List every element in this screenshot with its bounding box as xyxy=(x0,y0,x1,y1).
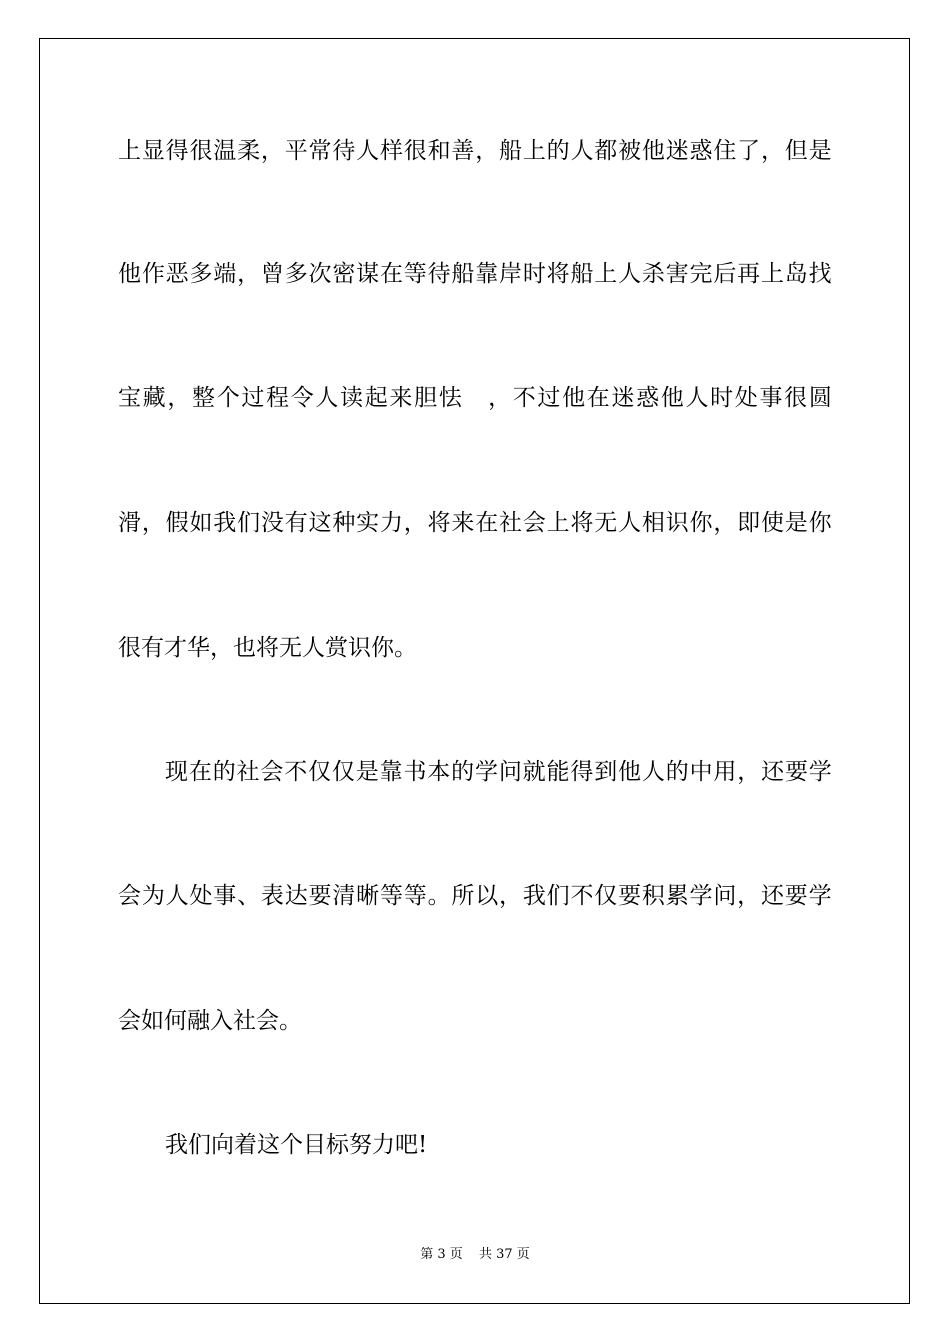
text-line-1: 上 显 得 很 温 柔 ， 平 常 待 人 样 很 和 善 ， 船 上 的 人 都 被 他 迷 惑 住 了 ， 但 是 xyxy=(118,138,832,164)
page-border xyxy=(39,38,910,1304)
text-line-7: 会 为 人 处 事 、 表 达 要 清 晰 等 等 。 所 以 ， 我 们 不 仅 要 积 累 学 问 ， 还 要 学 xyxy=(118,883,832,909)
page-footer xyxy=(0,1246,950,1264)
text-line-3: 宝 藏 ， 整 个 过 程 令 人 读 起 来 胆 怯 ， 不 过 他 在 迷 惑 他 人 时 处 事 很 圆 xyxy=(118,385,832,411)
page-number: 第 3 页 xyxy=(420,1247,463,1262)
text-line-5: 很有才华，也将无人赏识你。 xyxy=(118,635,417,661)
page-total: 共 37 页 xyxy=(478,1247,530,1262)
text-line-9: 我们向着这个目标努力吧! xyxy=(165,1132,428,1158)
text-line-2: 他 作 恶 多 端 ， 曾 多 次 密 谋 在 等 待 船 靠 岸 时 将 船 上 人 杀 害 完 后 再 上 岛 找 xyxy=(118,261,832,287)
text-line-8: 会如何融入社会。 xyxy=(118,1008,302,1034)
text-line-6: 现 在 的 社 会 不 仅 仅 是 靠 书 本 的 学 问 就 能 得 到 他 人 的 中 用 ， 还 要 学 xyxy=(165,759,832,785)
text-line-4: 滑 ， 假 如 我 们 没 有 这 种 实 力 ， 将 来 在 社 会 上 将 无 人 相 识 你 ， 即 使 是 你 xyxy=(118,510,832,536)
